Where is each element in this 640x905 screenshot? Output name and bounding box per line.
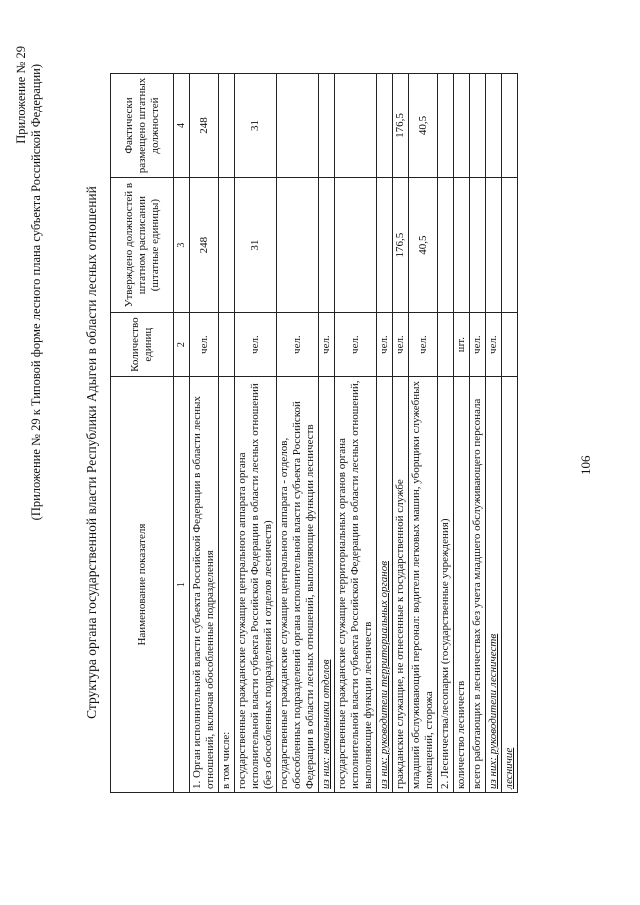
table-row <box>319 74 335 793</box>
row-approved: 31 <box>235 178 277 313</box>
row-approved <box>438 178 454 313</box>
row-approved <box>454 178 470 313</box>
row-unit <box>219 313 235 377</box>
row-approved <box>319 178 335 313</box>
row-actual <box>454 74 470 178</box>
row-unit <box>438 313 454 377</box>
table-row <box>235 74 277 793</box>
annex-title: Приложение № 29 <box>14 46 28 144</box>
header-units: Количество единиц <box>111 313 174 377</box>
row-approved <box>486 178 502 313</box>
header-actual: Фактически размещено штатных должностей <box>111 74 174 178</box>
row-unit <box>502 313 518 377</box>
row-actual: 176,5 <box>393 74 409 178</box>
row-approved <box>502 178 518 313</box>
row-label: всего работающих в лесничествах без учета младшего обслуживающего персонала <box>470 377 486 793</box>
row-approved <box>470 178 486 313</box>
row-actual <box>277 74 319 178</box>
row-actual <box>377 74 393 178</box>
table-row <box>190 74 219 793</box>
table-row <box>486 74 502 793</box>
row-unit: чел. <box>335 313 377 377</box>
row-unit: чел. <box>235 313 277 377</box>
row-approved <box>377 178 393 313</box>
row-unit: чел. <box>277 313 319 377</box>
table-row <box>335 74 377 793</box>
row-label: 2. Лесничества/лесопарки (государственные учреждения) <box>438 377 454 793</box>
row-unit: чел. <box>190 313 219 377</box>
row-approved <box>335 178 377 313</box>
row-unit: чел. <box>319 313 335 377</box>
page-number: 106 <box>578 455 593 475</box>
row-approved: 176,5 <box>393 178 409 313</box>
col-number: 4 <box>174 74 190 178</box>
row-actual <box>335 74 377 178</box>
col-number: 2 <box>174 313 190 377</box>
table-row <box>470 74 486 793</box>
row-actual: 31 <box>235 74 277 178</box>
row-label: государственные гражданские служащие территориальных органов органа исполнительной власти субъекта Российской Федерации в области лесных отношений, выполняющие функции лесничеств <box>335 377 377 793</box>
row-label: в том числе: <box>219 377 235 793</box>
row-approved: 40,5 <box>409 178 438 313</box>
row-label: государственные гражданские служащие центрального аппарата органа исполнительной власти субъекта Российской Федерации в области лесных отношений (без обособленных подразделений и отделов лесничеств) <box>235 377 277 793</box>
row-approved <box>219 178 235 313</box>
column-number-row <box>174 74 190 793</box>
annex-subtitle: (Приложение № 29 к Типовой форме лесного плана субъекта Российской Федерации) <box>29 64 43 521</box>
row-actual: 248 <box>190 74 219 178</box>
row-unit: чел. <box>470 313 486 377</box>
table-row <box>393 74 409 793</box>
row-actual <box>486 74 502 178</box>
table-header-row <box>111 74 174 793</box>
row-unit: шт. <box>454 313 470 377</box>
row-label: количество лесничеств <box>454 377 470 793</box>
table-row <box>438 74 454 793</box>
row-unit: чел. <box>486 313 502 377</box>
structure-table <box>110 73 518 793</box>
row-label: из них: руководители лесничеств <box>486 377 502 793</box>
row-actual <box>502 74 518 178</box>
table-row <box>219 74 235 793</box>
table-row <box>277 74 319 793</box>
header-approved: Утверждено должностей в штатном расписании (штатные единицы) <box>111 178 174 313</box>
header-indicator: Наименование показателя <box>111 377 174 793</box>
row-label: 1. Орган исполнительной власти субъекта Российской Федерации в области лесных отношений, включая обособленные подразделения <box>190 377 219 793</box>
table-row <box>409 74 438 793</box>
col-number: 3 <box>174 178 190 313</box>
table-row <box>377 74 393 793</box>
document-title: Структура органа государственной власти Республики Адыгеи в области лесных отношений <box>84 186 99 719</box>
row-label: из них: начальники отделов <box>319 377 335 793</box>
row-actual: 40,5 <box>409 74 438 178</box>
row-unit: чел. <box>377 313 393 377</box>
row-actual <box>438 74 454 178</box>
table-row <box>502 74 518 793</box>
row-unit: чел. <box>409 313 438 377</box>
row-approved: 248 <box>190 178 219 313</box>
col-number: 1 <box>174 377 190 793</box>
row-label: младший обслуживающий персонал: водители легковых машин, уборщики служебных помещений, сторожа <box>409 377 438 793</box>
row-unit: чел. <box>393 313 409 377</box>
row-label: гражданские служащие, не отнесенные к государственной службе <box>393 377 409 793</box>
row-actual <box>219 74 235 178</box>
row-approved <box>277 178 319 313</box>
row-actual <box>319 74 335 178</box>
row-label: из них: руководители территориальных органов <box>377 377 393 793</box>
annex-block <box>14 46 44 746</box>
row-label: лесничие <box>502 377 518 793</box>
row-label: государственные гражданские служащие центрального аппарата - отделов, обособленных подразделений органа исполнительной власти субъекта Российской Федерации в области лесных отношений, выполняющие функции лесничеств <box>277 377 319 793</box>
row-actual <box>470 74 486 178</box>
table-row <box>454 74 470 793</box>
